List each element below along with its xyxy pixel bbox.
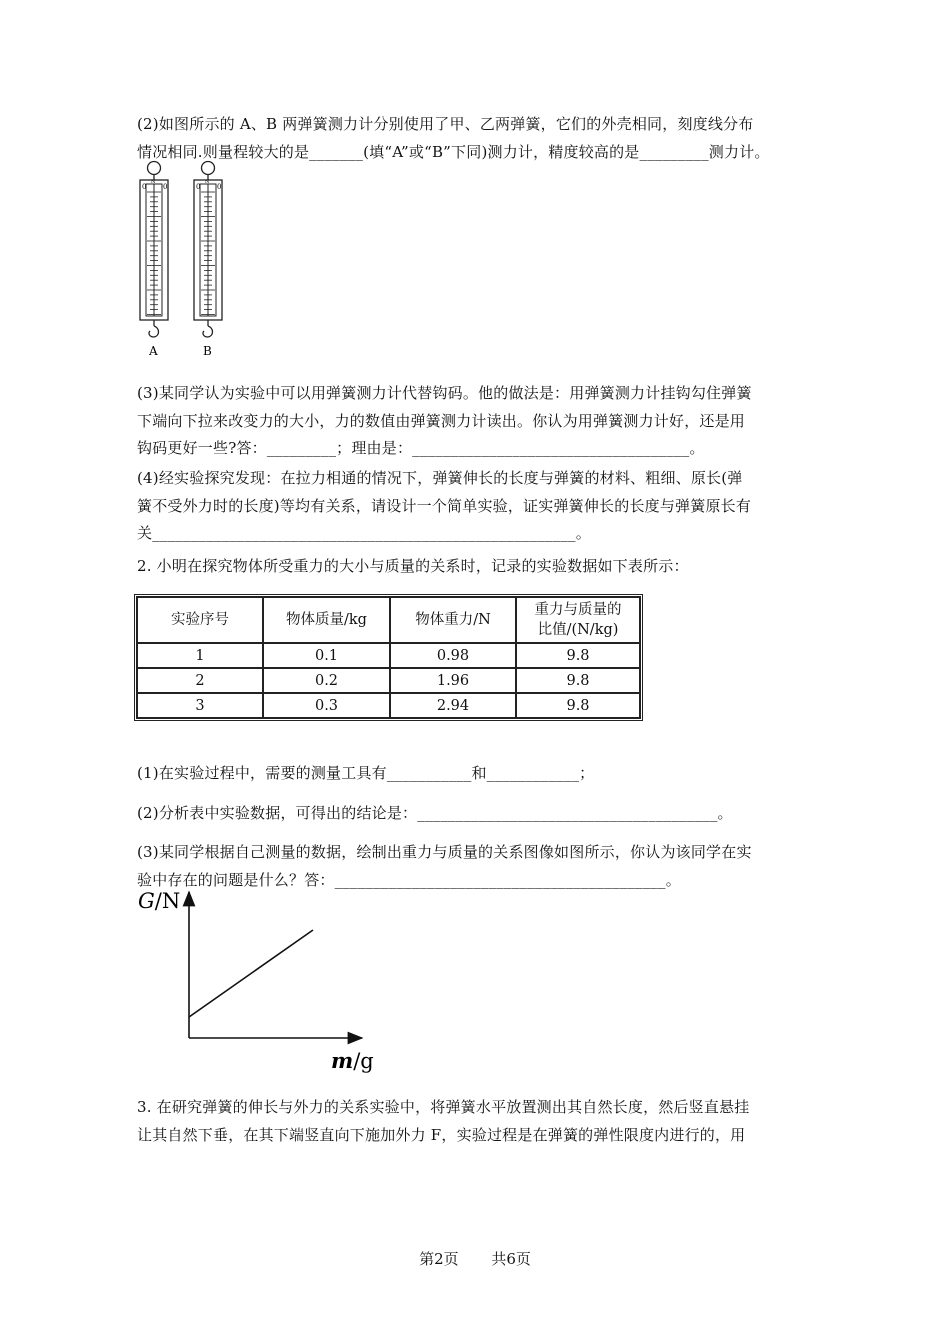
table-header-row	[137, 597, 640, 643]
scale-label-a: A	[149, 344, 158, 358]
table-cell: 1.96	[390, 668, 516, 693]
header-index: 实验序号	[137, 597, 263, 643]
table-cell: 0.2	[263, 668, 390, 693]
page-total: 共6页	[491, 1250, 531, 1268]
q1-part3	[137, 380, 817, 463]
q2-part1	[137, 760, 817, 788]
q3-text	[137, 1094, 817, 1149]
zero-mark: 0	[163, 183, 168, 191]
spring-scales-figure	[130, 160, 240, 365]
y-axis-unit: /N	[154, 889, 181, 913]
text-line: (2)分析表中实验数据，可得出的结论是：_______________________________________。	[137, 804, 733, 822]
spring-scale-a	[140, 162, 168, 359]
page-number: 第2页	[419, 1250, 459, 1268]
x-axis-unit: /g	[353, 1049, 374, 1073]
text-line: 3. 在研究弹簧的伸长与外力的关系实验中，将弹簧水平放置测出其自然长度，然后竖直悬挂	[137, 1098, 750, 1116]
scale-label-b: B	[203, 344, 212, 358]
table-row	[137, 668, 640, 693]
table-cell: 0.98	[390, 643, 516, 668]
spring-scale-b	[194, 162, 222, 359]
header-weight: 物体重力/N	[390, 597, 516, 643]
table-row	[137, 643, 640, 668]
table-cell: 0.1	[263, 643, 390, 668]
text-line: 关_______________________________________________________。	[137, 524, 591, 542]
q1-part2	[137, 111, 817, 166]
table-row	[137, 693, 640, 718]
text-line: (2)如图所示的 A、B 两弹簧测力计分别使用了甲、乙两弹簧，它们的外壳相同，刻度线分布	[137, 115, 754, 133]
zero-mark: 0	[196, 183, 201, 191]
text-line: (1)在实验过程中，需要的测量工具有___________和____________；	[137, 764, 595, 782]
text-line: 情况相同.则量程较大的是_______(填“A”或“B”下同)测力计，精度较高的是_________测力计。	[137, 142, 770, 161]
table-cell: 9.8	[516, 693, 640, 718]
gravity-mass-graph	[130, 880, 390, 1080]
q1-part4	[137, 465, 817, 548]
table-cell: 1	[137, 643, 263, 668]
data-line	[189, 930, 313, 1017]
unit-mark: N	[205, 179, 210, 185]
page-footer	[0, 1248, 950, 1269]
table-cell: 0.3	[263, 693, 390, 718]
q2-intro	[137, 553, 817, 581]
header-ratio-line1: 重力与质量的	[534, 602, 622, 618]
data-table	[134, 594, 643, 721]
text-line: (3)某同学认为实验中可以用弹簧测力计代替钩码。他的做法是：用弹簧测力计挂钩勾住弹簧	[137, 384, 752, 402]
table-cell: 2.94	[390, 693, 516, 718]
unit-mark: N	[151, 179, 156, 185]
y-axis-var: G	[138, 889, 155, 913]
x-axis-var: m	[331, 1048, 354, 1073]
q2-part2	[137, 800, 817, 828]
text-line: (3)某同学根据自己测量的数据，绘制出重力与质量的关系图像如图所示，你认为该同学在实	[137, 843, 752, 861]
zero-mark: 0	[217, 183, 222, 191]
text-line: 钩码更好一些?答：_________；理由是：____________________________________。	[137, 439, 705, 457]
header-mass: 物体质量/kg	[263, 597, 390, 643]
text-line: 簧不受外力时的长度)等均有关系，请设计一个简单实验，证实弹簧伸长的长度与弹簧原长有	[137, 496, 752, 515]
header-ratio-line2: 比值/(N/kg)	[537, 622, 619, 638]
text-line: 2. 小明在探究物体所受重力的大小与质量的关系时，记录的实验数据如下表所示：	[137, 557, 689, 575]
text-line: 下端向下拉来改变力的大小，力的数值由弹簧测力计读出。你认为用弹簧测力计好，还是用	[137, 411, 746, 430]
zero-mark: 0	[142, 183, 147, 191]
y-axis-label	[138, 889, 180, 913]
table-cell: 3	[137, 693, 263, 718]
x-axis-label	[331, 1048, 374, 1073]
text-line: 让其自然下垂，在其下端竖直向下施加外力 F，实验过程是在弹簧的弹性限度内进行的，用	[137, 1125, 746, 1144]
table-cell: 9.8	[516, 643, 640, 668]
text-line: 验中存在的问题是什么？答：___________________________________________。	[137, 870, 681, 889]
table-cell: 9.8	[516, 668, 640, 693]
text-line: (4)经实验探究发现：在拉力相通的情况下，弹簧伸长的长度与弹簧的材料、粗细、原长(弹	[137, 469, 743, 487]
header-ratio	[516, 597, 640, 643]
table-cell: 2	[137, 668, 263, 693]
